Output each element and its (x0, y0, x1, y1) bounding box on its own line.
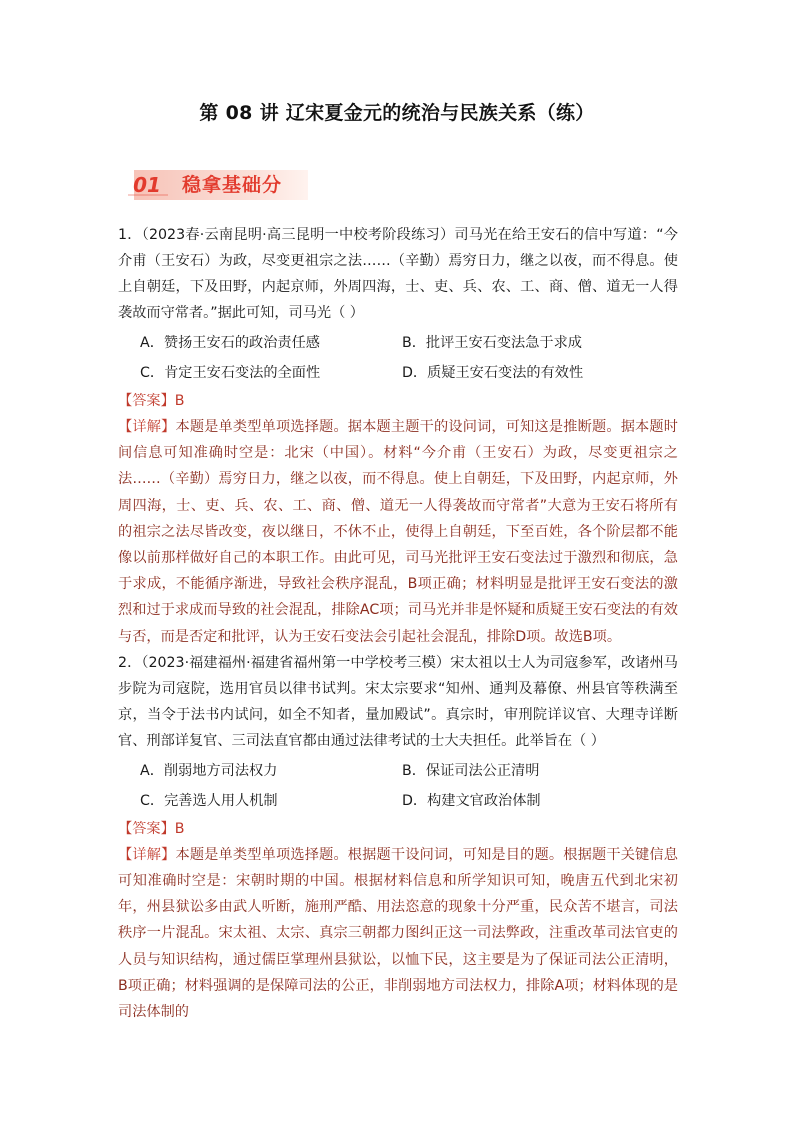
option-b: B．批评王安石变法急于求成 (402, 335, 582, 351)
option-c: C．肯定王安石变法的全面性 (140, 365, 321, 381)
question-stem: 2．（2023·福建福州·福建省福州第一中学校考三模）宋太祖以士人为司寇参军，改诸州马步院为司寇院，选用官员以律书试判。宋太宗要求“知州、通判及幕僚、州县官等秩满至京，当令于法书内试问，如全不知者，量加殿试”。真宗时，审刑院详议官、大理寺详断官、刑部详复官、三司法直官都由通过法律考试的士大夫担任。此举旨在（ ） (118, 654, 678, 749)
answer-tag: 【答案】 (118, 820, 175, 837)
section-label: 稳拿基础分 (182, 174, 283, 196)
answer-line (118, 816, 678, 842)
question-item (118, 650, 678, 1025)
option-b: B．保证司法公正清明 (402, 762, 540, 779)
page-title: 第 08 讲 辽宋夏金元的统治与民族关系（练） (199, 102, 595, 124)
option-d: D．质疑王安石变法的有效性 (402, 365, 584, 381)
section-banner (124, 170, 308, 200)
answer-value: B (174, 820, 185, 837)
option-a: A．削弱地方司法权力 (140, 762, 278, 779)
option-d: D．构建文官政治体制 (402, 792, 541, 809)
option-list (118, 756, 678, 816)
explanation (118, 414, 678, 650)
question-item (118, 222, 678, 650)
option-list (118, 328, 678, 388)
explanation-text: 本题是单类型单项选择题。据本题主题干的设问词，可知这是推断题。据本题时间信息可知准确时空是：北宋（中国）。材料“今介甫（王安石）为政，尽变更祖宗之法……（辛勤）焉穷日力，继之以夜，而不得息。使上自朝廷，下及田野，内起京师，外周四海，士、吏、兵、农、工、商、僧、道无一人得袭故而守常者”大意为王安石将所有的祖宗之法尽皆改变，夜以继日，不休不止，使得上自朝廷，下至百姓，各个阶层都不能像以前那样做好自己的本职工作。由此可见，司马光批评王安石变法过于激烈和彻底，急于求成，不能循序渐进，导致社会秩序混乱，B项正确；材料明显是批评王安石变法的激烈和过于求成而导致的社会混乱，排除AC项；司马光并非是怀疑和质疑王安石变法的有效与否，而是否定和批评，认为王安石变法会引起社会混乱，排除D项。故选B项。 (118, 419, 678, 645)
question-stem: 1．（2023春·云南昆明·高三昆明一中校考阶段练习）司马光在给王安石的信中写道：“今介甫（王安石）为政，尽变更祖宗之法……（辛勤）焉穷日力，继之以夜，而不得息。使上自朝廷，下及田野，内起京师，外周四海，士、吏、兵、农、工、商、僧、道无一人得袭故而守常者。”据此可知，司马光（ ） (118, 227, 678, 321)
explain-tag: 【详解】 (118, 846, 176, 863)
answer-value: B (174, 393, 185, 409)
answer-tag: 【答案】 (118, 393, 175, 409)
answer-line (118, 388, 678, 414)
question-list (118, 222, 678, 1025)
option-c: C．完善选人用人机制 (140, 792, 278, 809)
option-a: A．赞扬王安石的政治责任感 (140, 335, 320, 351)
explain-tag: 【详解】 (118, 419, 176, 435)
explanation (118, 842, 678, 1025)
explanation-text: 本题是单类型单项选择题。根据题干设问词，可知是目的题。根据题干关键信息可知准确时空是：宋朝时期的中国。根据材料信息和所学知识可知，晚唐五代到北宋初年，州县狱讼多由武人听断，施刑严酷、用法恣意的现象十分严重，民众苦不堪言，司法秩序一片混乱。宋太祖、太宗、真宗三朝都力图纠正这一司法弊政，注重改革司法官吏的人员与知识结构，通过儒臣掌理州县狱讼，以恤下民，这主要是为了保证司法公正清明，B项正确；材料强调的是保障司法的公正，非削弱地方司法权力，排除A项；材料体现的是司法体制的 (118, 846, 678, 1021)
section-number: 01 (124, 171, 170, 199)
